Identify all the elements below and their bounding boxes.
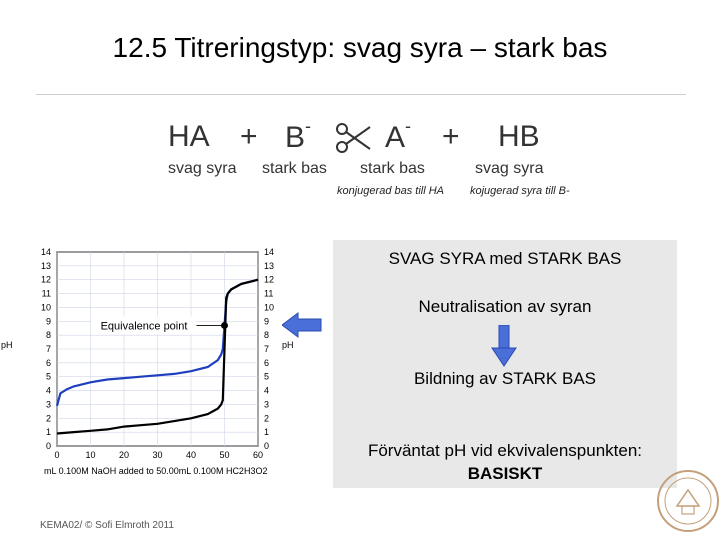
equivalence-point-marker: [221, 322, 228, 329]
y-tick-label-right: 12: [264, 274, 275, 285]
x-tick-label: 60: [252, 450, 264, 460]
equation-hb: HB: [498, 120, 540, 153]
footer-copyright: KEMA02/ © Sofi Elmroth 2011: [40, 520, 174, 531]
annotation-label: Equivalence point: [100, 320, 188, 333]
equation-plus-2: +: [442, 120, 460, 153]
x-tick-label: 10: [85, 450, 96, 460]
summary-panel: [333, 240, 677, 488]
x-tick-label: 30: [152, 450, 163, 460]
equation-plus-1: +: [240, 120, 258, 153]
slide-title: 12.5 Titreringstyp: svag syra – stark bas: [112, 32, 608, 63]
y-tick-label: 5: [45, 371, 51, 382]
y-tick-label-right: 10: [264, 302, 275, 313]
equation-a: A-: [385, 116, 412, 154]
x-axis-label: mL 0.100M NaOH added to 50.00mL 0.100M HC2H3O2: [44, 466, 268, 476]
y-tick-label: 11: [41, 288, 51, 299]
y-tick-label-right: 8: [264, 330, 270, 341]
y-ticks-right: [264, 247, 274, 451]
conjugate-acid-note: kojugerad syra till B-: [470, 185, 570, 197]
label-b: stark bas: [262, 160, 327, 177]
y-axis-label-right: pH: [282, 340, 294, 350]
y-tick-label: 2: [45, 413, 51, 424]
label-ha: svag syra: [168, 160, 237, 177]
x-tick-label: 50: [219, 450, 230, 460]
y-tick-label-right: 7: [264, 344, 270, 354]
y-tick-label: 8: [45, 330, 51, 341]
x-tick-label: 0: [54, 450, 60, 460]
y-tick-label: 7: [45, 344, 51, 354]
x-tick-label: 40: [185, 450, 197, 460]
y-tick-label: 0: [45, 441, 51, 451]
panel-expectation: Förväntat pH vid ekvivalenspunkten:: [367, 441, 643, 460]
chart-grid: [57, 252, 258, 446]
y-tick-label-right: 9: [264, 316, 270, 327]
y-tick-label-right: 5: [264, 371, 270, 382]
equation-b: B-: [285, 116, 312, 154]
x-tick-label: 20: [118, 450, 130, 460]
titration-chart: [0, 240, 300, 485]
y-tick-label: 9: [45, 316, 51, 327]
y-axis-label: pH: [1, 340, 13, 350]
y-tick-label-right: 3: [264, 399, 270, 410]
y-tick-label-right: 13: [264, 260, 275, 271]
y-tick-label-right: 2: [264, 413, 270, 424]
equation-ha: HA: [168, 120, 210, 153]
title-divider: [36, 94, 686, 95]
y-tick-label: 14: [40, 247, 51, 257]
conjugate-base-note: konjugerad bas till HA: [337, 185, 445, 197]
x-ticks: [54, 450, 263, 460]
label-hb: svag syra: [475, 160, 544, 177]
y-tick-label: 13: [40, 260, 51, 271]
label-a: stark bas: [360, 160, 425, 177]
university-seal-logo: [655, 462, 720, 545]
y-tick-label: 10: [40, 302, 51, 313]
y-tick-label: 1: [45, 427, 51, 438]
y-tick-label: 12: [40, 274, 51, 285]
y-tick-label: 6: [45, 357, 51, 368]
scissors-icon: [332, 121, 372, 163]
down-arrow-icon: [491, 325, 517, 372]
y-tick-label-right: 14: [264, 247, 275, 257]
y-tick-label-right: 0: [264, 441, 270, 451]
panel-step-strong-base: Bildning av STARK BAS: [413, 369, 597, 388]
y-tick-label-right: 11: [264, 288, 274, 299]
y-tick-label: 4: [45, 385, 51, 396]
panel-step-neutralisation: Neutralisation av syran: [418, 297, 592, 316]
panel-expectation-answer: BASISKT: [467, 464, 543, 483]
y-tick-label-right: 6: [264, 357, 270, 368]
panel-heading: SVAG SYRA med STARK BAS: [388, 249, 622, 268]
y-tick-label-right: 4: [264, 385, 270, 396]
y-tick-label-right: 1: [264, 427, 270, 438]
y-tick-label: 3: [45, 399, 51, 410]
y-ticks-left: [41, 247, 51, 451]
